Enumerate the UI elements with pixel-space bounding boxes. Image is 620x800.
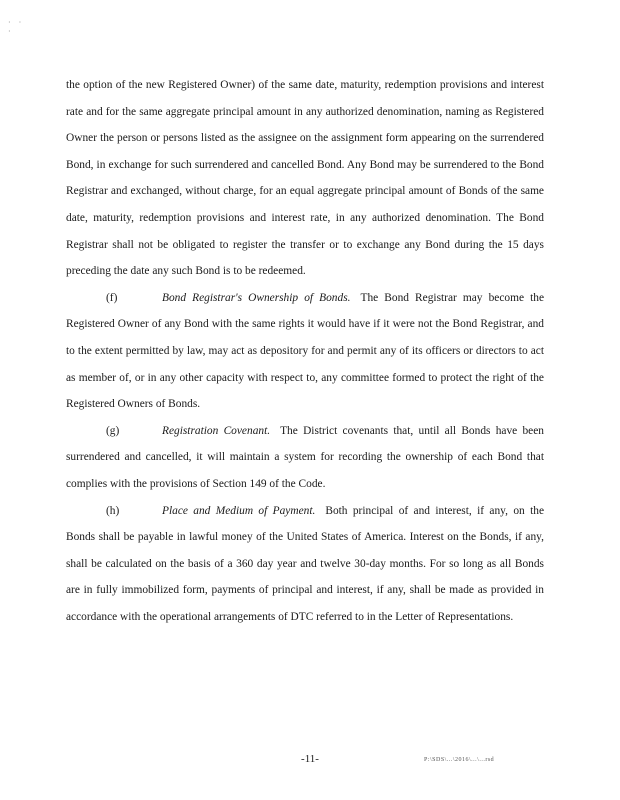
paragraph-label: (f) — [106, 291, 118, 304]
paragraph-text: Both principal of and interest, if any, on the Bonds shall be payable in lawful money of the United States of America. Interest on the Bonds, if any, shall be calculated on the basis of a 360 day year and twelve 30-day months. For so long as all Bonds are in fully immobilized form, payments of principal and interest, if any, shall be made as provided in accordance with the operational arrangements of DTC referred to in the Letter of Representations. — [66, 504, 544, 623]
paragraph-text: The District covenants that, until all Bonds have been surrendered and cancelled, it will maintain a system for recording the ownership of each Bond that complies with the provisions of Section 149 of the Code. — [66, 424, 544, 490]
paragraph-heading: Place and Medium of Payment. — [162, 504, 316, 517]
continuation-paragraph: the option of the new Registered Owner) of the same date, maturity, redemption provisions and interest rate and for the same aggregate principal amount in any authorized denomination, naming as Registered Owner the person or persons listed as the assignee on the assignment form appearing on the surrendered Bond, in exchange for such surrendered and cancelled Bond. Any Bond may be surrendered to the Bond Registrar and exchanged, without charge, for an equal aggregate principal amount of Bonds of the same date, maturity, redemption provisions and interest rate, in any authorized denomination. The Bond Registrar shall not be obligated to register the transfer or to exchange any Bond during the 15 days preceding the date any such Bond is to be redeemed. — [66, 79, 544, 278]
paragraph-label: (g) — [106, 424, 120, 437]
paragraph-label: (h) — [106, 504, 120, 517]
paragraph-text: The Bond Registrar may become the Registered Owner of any Bond with the same rights it would have if it were not the Bond Registrar, and to the extent permitted by law, may act as depository for and permit any of its officers or directors to act as member of, or in any other capacity with respect to, any committee formed to protect the right of the Registered Owners of Bonds. — [66, 291, 545, 411]
paragraph-heading: Bond Registrar's Ownership of Bonds. — [162, 291, 351, 304]
paragraph-h — [66, 498, 544, 631]
paragraph-g — [66, 418, 544, 498]
scan-corner-marks: · · · — [8, 18, 25, 36]
paragraph-f — [66, 285, 544, 418]
paragraph-heading: Registration Covenant. — [162, 424, 271, 437]
page-number: -11- — [301, 753, 319, 765]
document-id: P:\SDS\...\2016\...\...rsd — [424, 757, 495, 763]
document-body — [66, 72, 544, 630]
